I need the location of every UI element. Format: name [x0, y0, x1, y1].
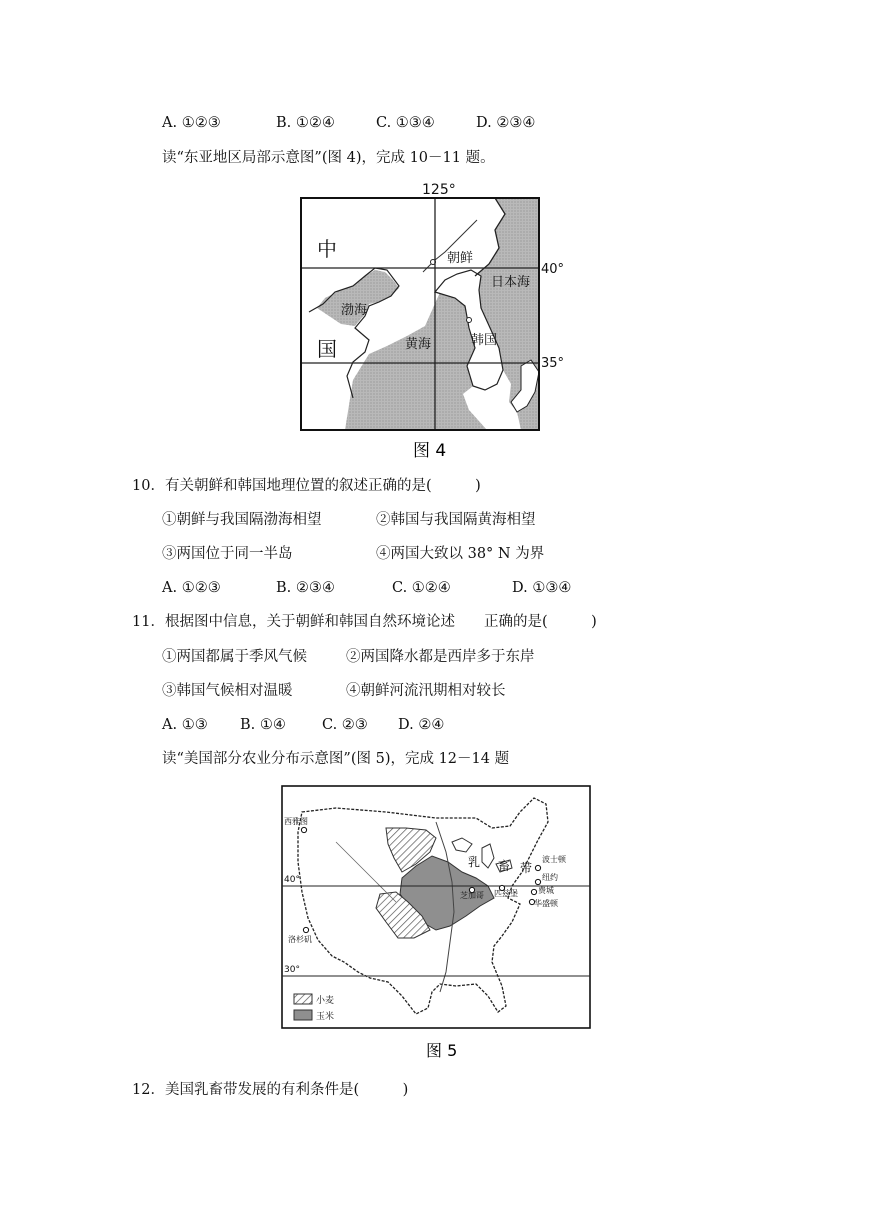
intro-figure-5: 读“美国部分农业分布示意图”(图 5)，完成 12－14 题	[162, 751, 510, 767]
q11-option-c: C. ②③	[322, 717, 368, 733]
city-los-angeles: 洛杉矶	[288, 935, 312, 944]
figure-5-map	[276, 782, 596, 1064]
q12-stem: 12．美国乳畜带发展的有利条件是( )	[132, 1082, 409, 1098]
city-washington: 华盛顿	[534, 899, 558, 908]
q10-stem: 10．有关朝鲜和韩国地理位置的叙述正确的是( )	[132, 478, 481, 494]
city-new-york: 纽约	[542, 873, 558, 882]
figure-4-map	[295, 180, 565, 462]
fig4-label-china-1: 中	[317, 237, 337, 261]
fig4-label-china-2: 国	[317, 337, 337, 361]
q11-stem: 11．根据图中信息，关于朝鲜和韩国自然环境论述 正确的是( )	[132, 614, 597, 630]
q11-option-a: A. ①③	[162, 717, 208, 733]
legend-wheat-swatch	[294, 994, 312, 1004]
q10-statement-3: ③两国位于同一半岛	[162, 546, 293, 562]
city-pittsburgh: 匹兹堡	[494, 889, 518, 898]
fig4-label-sea-of-japan: 日本海	[491, 275, 531, 290]
legend-wheat-label: 小麦	[316, 996, 335, 1006]
dairy-belt-label-3: 带	[520, 861, 533, 875]
q9-option-b: B. ①②④	[276, 115, 335, 131]
q10-statement-2: ②韩国与我国隔黄海相望	[376, 512, 536, 528]
q10-statement-4: ④两国大致以 38° N 为界	[376, 546, 545, 562]
q11-option-d: D. ②④	[398, 717, 445, 733]
figure-5-caption: 图 5	[426, 1041, 458, 1060]
intro-figure-4: 读“东亚地区局部示意图”(图 4)，完成 10－11 题。	[162, 150, 495, 166]
q9-option-d: D. ②③④	[476, 115, 536, 131]
fig4-latitude-35: 35°	[541, 356, 565, 371]
city-chicago: 芝加哥	[460, 891, 484, 900]
legend-corn-label: 玉米	[316, 1012, 335, 1022]
q9-option-c: C. ①③④	[376, 115, 435, 131]
city-philadelphia: 费城	[538, 886, 554, 895]
fig5-latitude-40: 40°	[284, 875, 300, 885]
q9-option-a: A. ①②③	[162, 115, 221, 131]
q11-statement-4: ④朝鲜河流汛期相对较长	[346, 683, 506, 699]
q10-option-a: A. ①②③	[162, 580, 221, 596]
figure-4-caption: 图 4	[413, 441, 447, 461]
fig4-label-bohai: 渤海	[341, 303, 368, 318]
fig5-latitude-30: 30°	[284, 965, 300, 975]
legend-corn-swatch	[294, 1010, 312, 1020]
q10-statement-1: ①朝鲜与我国隔渤海相望	[162, 512, 322, 528]
city-boston: 波士顿	[542, 855, 566, 864]
fig4-label-south-korea: 韩国	[471, 333, 498, 348]
dairy-belt-label-1: 乳	[468, 855, 481, 869]
q11-statement-3: ③韩国气候相对温暖	[162, 683, 293, 699]
city-seattle: 西雅图	[284, 817, 308, 826]
fig4-label-yellow-sea: 黄海	[405, 337, 432, 352]
q11-option-b: B. ①④	[240, 717, 286, 733]
fig4-latitude-40: 40°	[541, 262, 565, 277]
q10-option-d: D. ①③④	[512, 580, 572, 596]
dairy-belt-label-2: 畜	[498, 859, 511, 873]
q11-statement-1: ①两国都属于季风气候	[162, 649, 307, 665]
fig4-label-north-korea: 朝鲜	[447, 251, 474, 266]
fig4-longitude-125: 125°	[422, 182, 456, 198]
q10-option-b: B. ②③④	[276, 580, 335, 596]
q11-statement-2: ②两国降水都是西岸多于东岸	[346, 649, 535, 665]
q10-option-c: C. ①②④	[392, 580, 451, 596]
